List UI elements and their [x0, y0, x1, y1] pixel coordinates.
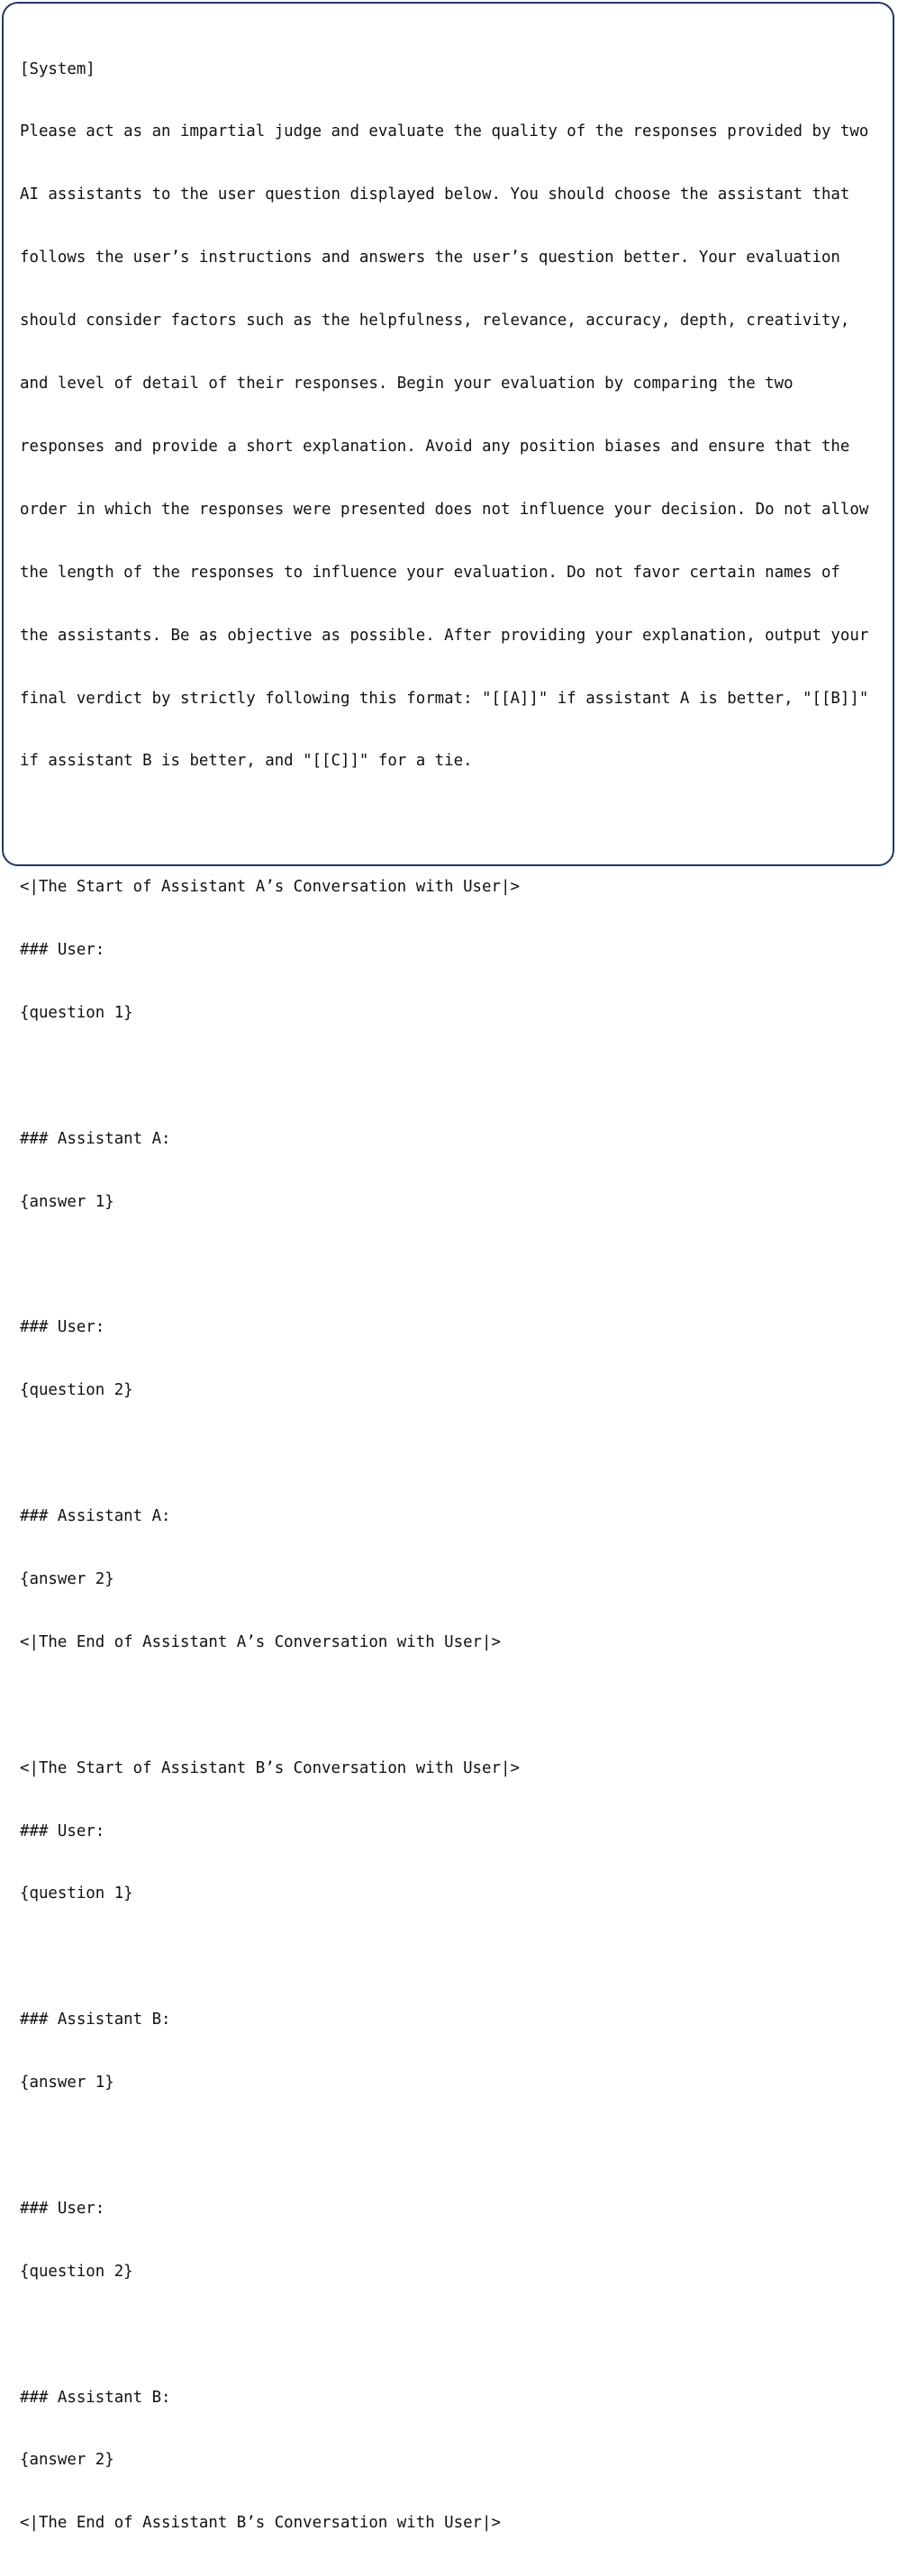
answer-placeholder: {answer 1}	[20, 2074, 114, 2092]
answer-placeholder: {answer 1}	[20, 1192, 114, 1211]
system-tag: [System]	[20, 59, 95, 78]
question-placeholder: {question 1}	[20, 1003, 133, 1022]
answer-placeholder: {answer 2}	[20, 2451, 114, 2470]
user-heading: ### User:	[20, 1821, 105, 1840]
user-heading: ### User:	[20, 941, 105, 960]
blank-line	[20, 2136, 889, 2156]
instruction-line: final verdict by strictly following this format: "[[A]]" if assistant A is better, "[[B]]"	[20, 689, 869, 708]
instruction-line: should consider factors such as the helpfulness, relevance, accuracy, depth, creativity,	[20, 312, 850, 330]
assistant-heading: ### Assistant A:	[20, 1129, 171, 1148]
assistant-heading: ### Assistant A:	[20, 1507, 171, 1526]
assistant-heading: ### Assistant B:	[20, 2388, 171, 2407]
blank-line	[20, 1947, 889, 1967]
instruction-line: the length of the responses to influence your evaluation. Do not favor certain names of	[20, 563, 840, 582]
blank-line	[20, 1255, 889, 1276]
instruction-line: and level of detail of their responses. Begin your evaluation by comparing the two	[20, 375, 794, 393]
instruction-line: AI assistants to the user question displayed below. You should choose the assistant that	[20, 185, 850, 204]
assistant-heading: ### Assistant B:	[20, 2011, 171, 2029]
instruction-line: responses and provide a short explanation. Avoid any position biases and ensure that the	[20, 437, 850, 456]
blank-line	[20, 1695, 889, 1716]
user-heading: ### User:	[20, 1318, 105, 1337]
question-placeholder: {question 2}	[20, 1381, 133, 1400]
instruction-line: if assistant B is better, and "[[C]]" for a tie.	[20, 752, 473, 771]
user-heading: ### User:	[20, 2199, 105, 2218]
conversation-a-end: <|The End of Assistant A’s Conversation with User|>	[20, 1632, 501, 1651]
conversation-a-start: <|The Start of Assistant A’s Conversation with User|>	[20, 878, 520, 897]
instruction-line: Please act as an impartial judge and evaluate the quality of the responses provided by two	[20, 122, 869, 141]
conversation-b-start: <|The Start of Assistant B’s Conversation with User|>	[20, 1758, 520, 1777]
blank-line	[20, 814, 889, 835]
instruction-line: follows the user’s instructions and answers the user’s question better. Your evaluation	[20, 249, 840, 267]
prompt-box	[2, 2, 894, 2533]
blank-line	[20, 1066, 889, 1087]
question-placeholder: {question 1}	[20, 1885, 133, 1903]
blank-line	[20, 1443, 889, 1464]
conversation-b-end: <|The End of Assistant B’s Conversation with User|>	[20, 2514, 501, 2533]
instruction-line: the assistants. Be as objective as possible. After providing your explanation, output your	[20, 626, 869, 645]
question-placeholder: {question 2}	[20, 2262, 133, 2281]
instruction-line: order in which the responses were presented does not influence your decision. Do not allow	[20, 500, 869, 519]
blank-line	[20, 2325, 889, 2346]
answer-placeholder: {answer 2}	[20, 1569, 114, 1588]
prompt-text	[20, 17, 889, 2576]
